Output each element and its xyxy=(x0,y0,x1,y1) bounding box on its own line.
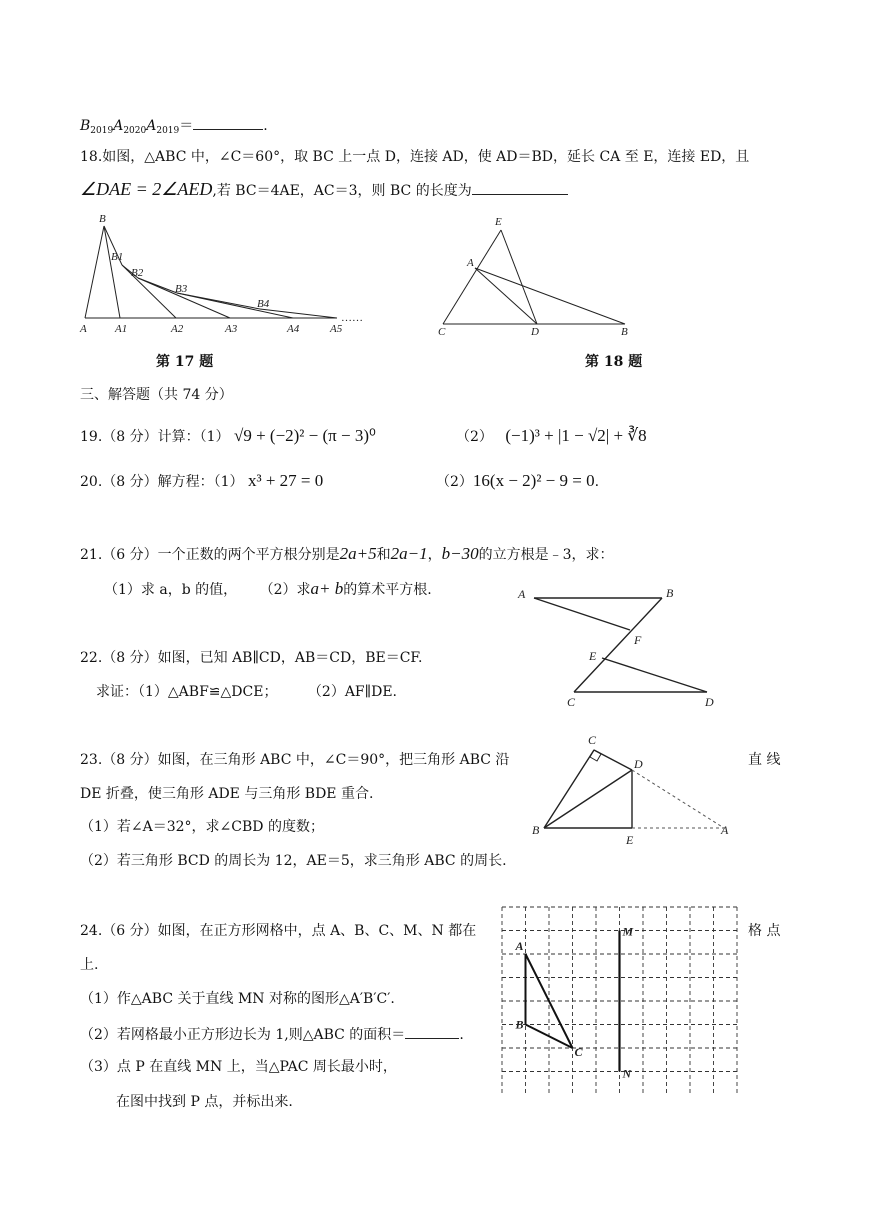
q17-eq: ＝ xyxy=(179,118,194,134)
fig17-BA1 xyxy=(104,226,120,318)
fig17-label-B: B xyxy=(99,213,106,225)
q21-line2 xyxy=(104,580,432,599)
q21-text2: 的立方根是﹣3，求： xyxy=(478,547,614,563)
q20-line xyxy=(80,472,323,491)
fig17-label-A1: A1 xyxy=(115,323,128,335)
q22-proof2: （2）AF∥DE. xyxy=(307,684,397,700)
q18-line2-text: ,若 BC＝4AE，AC＝3，则 BC 的长度为 xyxy=(212,183,472,199)
q24-line3: （1）作△ABC 关于直线 MN 对称的图形△A′B′C′. xyxy=(80,991,395,1007)
q23-line1: 23.（8 分）如图，在三角形 ABC 中，∠C＝90°，把三角形 ABC 沿 xyxy=(80,752,510,768)
q17-sub3: 2019 xyxy=(156,126,180,136)
fig23-BD xyxy=(544,770,632,828)
fig23-label-B: B xyxy=(532,823,540,837)
fig22-label-B: B xyxy=(666,586,674,600)
q22-line2 xyxy=(96,683,397,701)
q21-part2: （2）求 xyxy=(259,582,311,598)
q20-part2-label: （2） xyxy=(436,474,473,490)
fig17-label-B1: B1 xyxy=(111,251,124,263)
q20-end: . xyxy=(594,474,600,490)
q24-area-blank[interactable] xyxy=(405,1024,459,1039)
fig24-label-A: A xyxy=(515,939,524,953)
fig17-B2B3 xyxy=(138,278,177,293)
fig17-caption: 第 17 题 xyxy=(156,354,214,370)
fig23-right-angle-mark xyxy=(590,750,601,761)
fig18-label-B: B xyxy=(621,326,628,337)
fig22-label-A: A xyxy=(518,587,526,601)
fig23-label-A: A xyxy=(721,823,729,837)
fig23-label-C: C xyxy=(588,733,597,747)
fig24-label-N: N xyxy=(622,1066,632,1081)
q21-part2-end: 的算术平方根. xyxy=(343,582,432,598)
q23-line3: （1）若∠A＝32°，求∠CBD 的度数； xyxy=(80,819,324,835)
fig24-label-B: B xyxy=(515,1017,524,1032)
q23-line4: （2）若三角形 BCD 的周长为 12，AE＝5，求三角形 ABC 的周长. xyxy=(80,853,507,869)
fig17-label-A4: A4 xyxy=(287,323,300,335)
q23-line1-tail: 直 线 xyxy=(748,752,781,768)
q22-proof1: 求证：（1）△ABF≌△DCE； xyxy=(96,684,278,700)
figure-22 xyxy=(512,580,727,710)
fig17-ellipsis: …… xyxy=(341,312,363,324)
figure-17 xyxy=(75,210,375,340)
q21-expr-b30: b−30 xyxy=(441,544,479,563)
fig18-label-A: A xyxy=(467,257,474,269)
q24-line4-end: . xyxy=(459,1027,464,1043)
q21-comma: ， xyxy=(427,547,442,563)
fig23-label-D: D xyxy=(634,757,643,771)
fig18-AB xyxy=(475,268,625,324)
fig17-AB xyxy=(85,226,104,318)
q18-answer-blank[interactable] xyxy=(472,180,568,195)
q24-line6: 在图中找到 P 点，并标出来. xyxy=(116,1094,293,1110)
q24-line4 xyxy=(80,1024,464,1044)
q21-expr-ab: a+ b xyxy=(310,579,344,598)
q19-prefix: 19.（8 分）计算：（1） xyxy=(80,429,230,445)
q20-part2 xyxy=(436,472,599,491)
q24-line1: 24.（6 分）如图，在正方形网格中，点 A、B、C、M、N 都在 xyxy=(80,923,477,939)
fig18-AD xyxy=(475,268,537,324)
fig17-label-A: A xyxy=(80,323,87,335)
q24-line2: 上. xyxy=(80,957,99,973)
fig22-label-C: C xyxy=(567,695,576,709)
q17-answer-blank[interactable] xyxy=(193,115,263,130)
section-heading: 三、解答题（共 74 分） xyxy=(80,387,233,403)
figure-24-grid xyxy=(498,903,738,1093)
q21-expr-2a1: 2a−1 xyxy=(390,544,428,563)
q20-expr1: x³ + 27 = 0 xyxy=(247,471,324,490)
fig17-label-A3: A3 xyxy=(225,323,238,335)
q21-expr-2a5: 2a+5 xyxy=(339,544,377,563)
fig18-ED xyxy=(501,230,537,324)
fig17-label-A2: A2 xyxy=(171,323,184,335)
q17-expr-b: A xyxy=(146,118,157,134)
q17-answer-line xyxy=(80,115,268,140)
q20-prefix: 20.（8 分）解方程：（1） xyxy=(80,474,244,490)
fig18-label-E: E xyxy=(495,216,502,228)
figure-18 xyxy=(435,212,635,337)
q17-expr-a: A xyxy=(113,118,124,134)
fig18-CE xyxy=(443,230,501,324)
q18-formula: ∠DAE = 2∠AED xyxy=(80,179,213,199)
fig23-CB xyxy=(544,750,594,828)
q19-part2-label: （2） xyxy=(456,429,493,445)
q17-sub1: 2019 xyxy=(90,126,114,136)
fig23-DA-dashed xyxy=(632,770,724,828)
q20-expr2: 16(x − 2)² − 9 = 0 xyxy=(472,471,595,490)
fig24-label-C: C xyxy=(574,1045,583,1059)
q24-line5: （3）点 P 在直线 MN 上，当△PAC 周长最小时， xyxy=(80,1059,397,1075)
q21-and: 和 xyxy=(376,547,391,563)
fig24-label-M: M xyxy=(622,924,634,939)
q21-line1 xyxy=(80,545,614,564)
q17-sub2: 2020 xyxy=(123,126,147,136)
fig18-label-D: D xyxy=(531,326,539,337)
fig22-label-E: E xyxy=(589,649,597,663)
q22-line1: 22.（8 分）如图，已知 AB∥CD，AB＝CD，BE＝CF. xyxy=(80,650,423,666)
fig22-label-D: D xyxy=(705,695,714,709)
fig22-BC xyxy=(574,598,662,692)
q24-line1-tail: 格 点 xyxy=(748,923,781,939)
q21-part1: （1）求 a，b 的值， xyxy=(104,582,238,598)
fig17-B3B4 xyxy=(177,293,260,309)
q19-expr2: (−1)³ + |1 − √2| + ∛8 xyxy=(505,426,647,445)
fig18-label-C: C xyxy=(438,326,446,337)
q17-expr: B xyxy=(80,118,91,134)
q19-line xyxy=(80,427,376,446)
figure-23 xyxy=(528,730,738,850)
q18-line2 xyxy=(80,180,568,200)
q19-part2 xyxy=(456,427,647,446)
q18-line1: 18.如图，△ABC 中，∠C＝60°，取 BC 上一点 D，连接 AD，使 AD＝BD，延长 CA 至 E，连接 ED，且 xyxy=(80,149,750,165)
fig23-label-E: E xyxy=(626,833,634,847)
q24-line4-text: （2）若网格最小正方形边长为 1,则△ABC 的面积＝ xyxy=(80,1027,406,1043)
fig22-label-F: F xyxy=(634,633,642,647)
fig17-label-A5: A5 xyxy=(330,323,343,335)
q23-line2: DE 折叠，使三角形 ADE 与三角形 BDE 重合. xyxy=(80,786,374,802)
fig22-ED xyxy=(602,658,707,692)
fig22-AF xyxy=(534,598,630,630)
q19-expr1: √9 + (−2)² − (π − 3)⁰ xyxy=(233,426,376,445)
q17-end: . xyxy=(263,118,268,134)
fig17-label-B4: B4 xyxy=(257,298,270,310)
fig17-label-B3: B3 xyxy=(175,283,188,295)
fig18-caption: 第 18 题 xyxy=(585,354,643,370)
fig17-label-B2: B2 xyxy=(131,267,144,279)
q21-text1: 21.（6 分）一个正数的两个平方根分别是 xyxy=(80,547,340,563)
